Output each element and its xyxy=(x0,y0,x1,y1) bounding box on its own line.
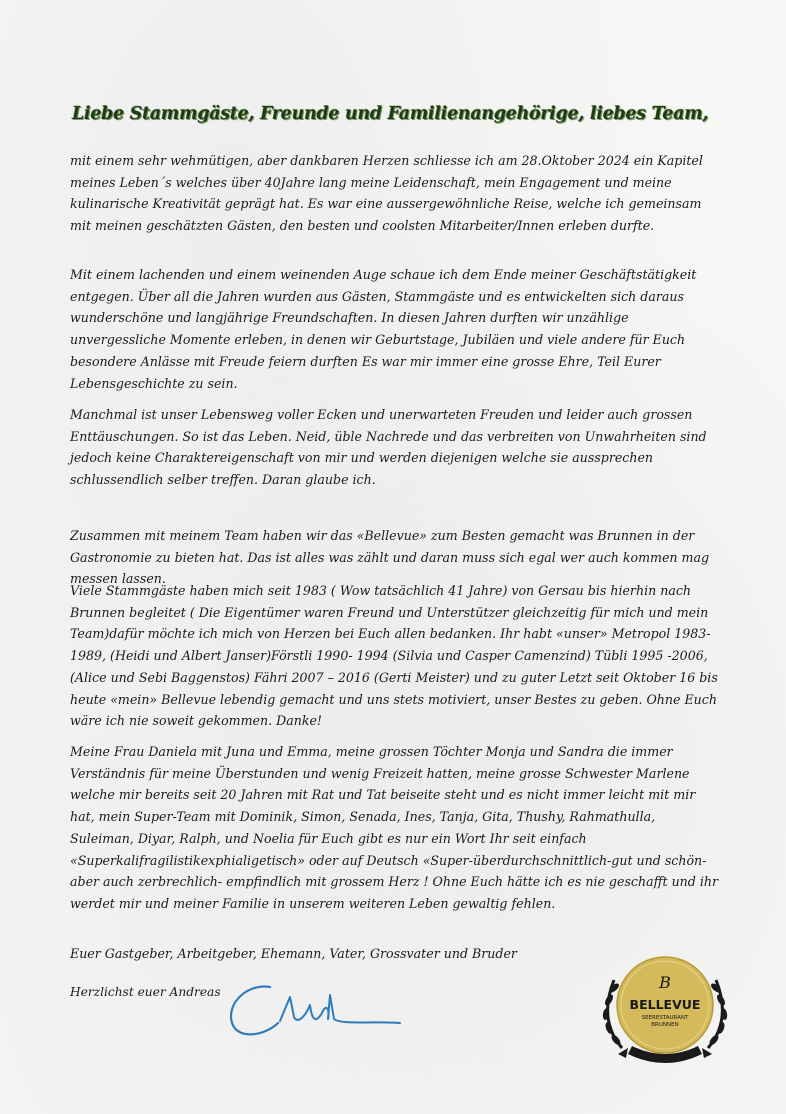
seal-subtitle: SEERESTAURANT xyxy=(641,1015,689,1021)
seal-name: BELLEVUE xyxy=(629,997,701,1012)
seal-monogram: B xyxy=(659,973,671,992)
paragraph-history: Viele Stammgäste haben mich seit 1983 ( Wow tatsächlich 41 Jahre) von Gersau bis hierhin nach Brunnen begleitet ( Die Eigentümer waren Freund und Unterstützer gleichzeitig für mich und mein Team)dafür möchte ich mich von Herzen bei Euch allen bedanken. Ihr habt «unser» Metropol 1983-1989, (Heidi und Albert Janser)Förstli 1990- 1994 (Silvia und Casper Camenzind) Tübli 1995 -2006, (Alice und Sebi Baggenstos) Fähri 2007 – 2016 (Gerti Meister) und zu guter Letzt seit Oktober 16 bis heute «mein» Bellevue lebendig gemacht und uns stets motiviert, unser Bestes zu geben. Ohne Euch wäre ich nie soweit gekommen. Danke! xyxy=(70,583,718,729)
regards-line: Herzlichst euer Andreas xyxy=(70,985,221,999)
paragraph-life-path: Manchmal ist unser Lebensweg voller Ecken und unerwarteten Freuden und leider auch grossen Enttäuschungen. So ist das Leben. Neid, üble Nachrede und das verbreiten von Unwahrheiten sind jedoch keine Charaktereigenschaft von mir und werden diejenigen welche sie aussprechen schlussendlich selber treffen. Daran glaube ich. xyxy=(70,407,707,488)
paragraph-thanks: Meine Frau Daniela mit Juna und Emma, meine grossen Töchter Monja und Sandra die immer Verständnis für meine Überstunden und wenig Freizeit hatten, meine grosse Schwester Marlene welche mir bereits seit 20 Jahren mit Rat und Tat beiseite steht und es nicht immer leicht mit mir hat, mein Super-Team mit Dominik, Simon, Senada, Ines, Tanja, Gita, Thushy, Rahmathulla, Suleiman, Diyar, Ralph, und Noelia für Euch gibt es nur ein Wort Ihr seit einfach «Superkalifragilistikexphialigetisch» oder auf Deutsch «Super-überdurchschnittlich-gut und schön- aber auch zerbrechlich- empfindlich mit grossem Herz ! Ohne Euch hätte ich es nie geschafft und ihr werdet mir und meiner Familie in unserem weiteren Leben gewaltig fehlen. xyxy=(70,744,719,911)
handwritten-signature xyxy=(218,965,418,1045)
seal-location: BRUNNEN xyxy=(651,1022,679,1028)
paragraph-farewell: mit einem sehr wehmütigen, aber dankbaren Herzen schliesse ich am 28.Oktober 2024 ein Kapitel meines Leben´s welches über 40Jahre lang meine Leidenschaft, mein Engagement und meine kulinarische Kreativität geprägt hat. Es war eine aussergewöhnliche Reise, welche ich gemeinsam mit meinen geschätzten Gästen, den besten und coolsten Mitarbeiter/Innen erleben durfte. xyxy=(70,153,703,234)
paragraph-team: Zusammen mit meinem Team haben wir das «Bellevue» zum Besten gemacht was Brunnen in der Gastronomie zu bieten hat. Das ist alles was zählt und daran muss sich egal wer auch kommen mag messen lassen. xyxy=(70,528,710,587)
bellevue-seal xyxy=(592,950,738,1068)
closing-line: Euer Gastgeber, Arbeitgeber, Ehemann, Vater, Grossvater und Bruder xyxy=(70,946,517,961)
paragraph-memories: Mit einem lachenden und einem weinenden Auge schaue ich dem Ende meiner Geschäftstätigkeit entgegen. Über all die Jahren wurden aus Gästen, Stammgäste und es entwickelten sich daraus wunderschöne und langjährige Freundschaften. In diesen Jahren durften wir unzählige unvergessliche Momente erleben, in denen wir Geburtstage, Jubiläen und viele andere für Euch besondere Anlässe mit Freude feiern durften Es war mir immer eine grosse Ehre, Teil Eurer Lebensgeschichte zu sein. xyxy=(70,267,697,391)
letter-heading: Liebe Stammgäste, Freunde und Familienangehörige, liebes Team, xyxy=(72,104,709,124)
